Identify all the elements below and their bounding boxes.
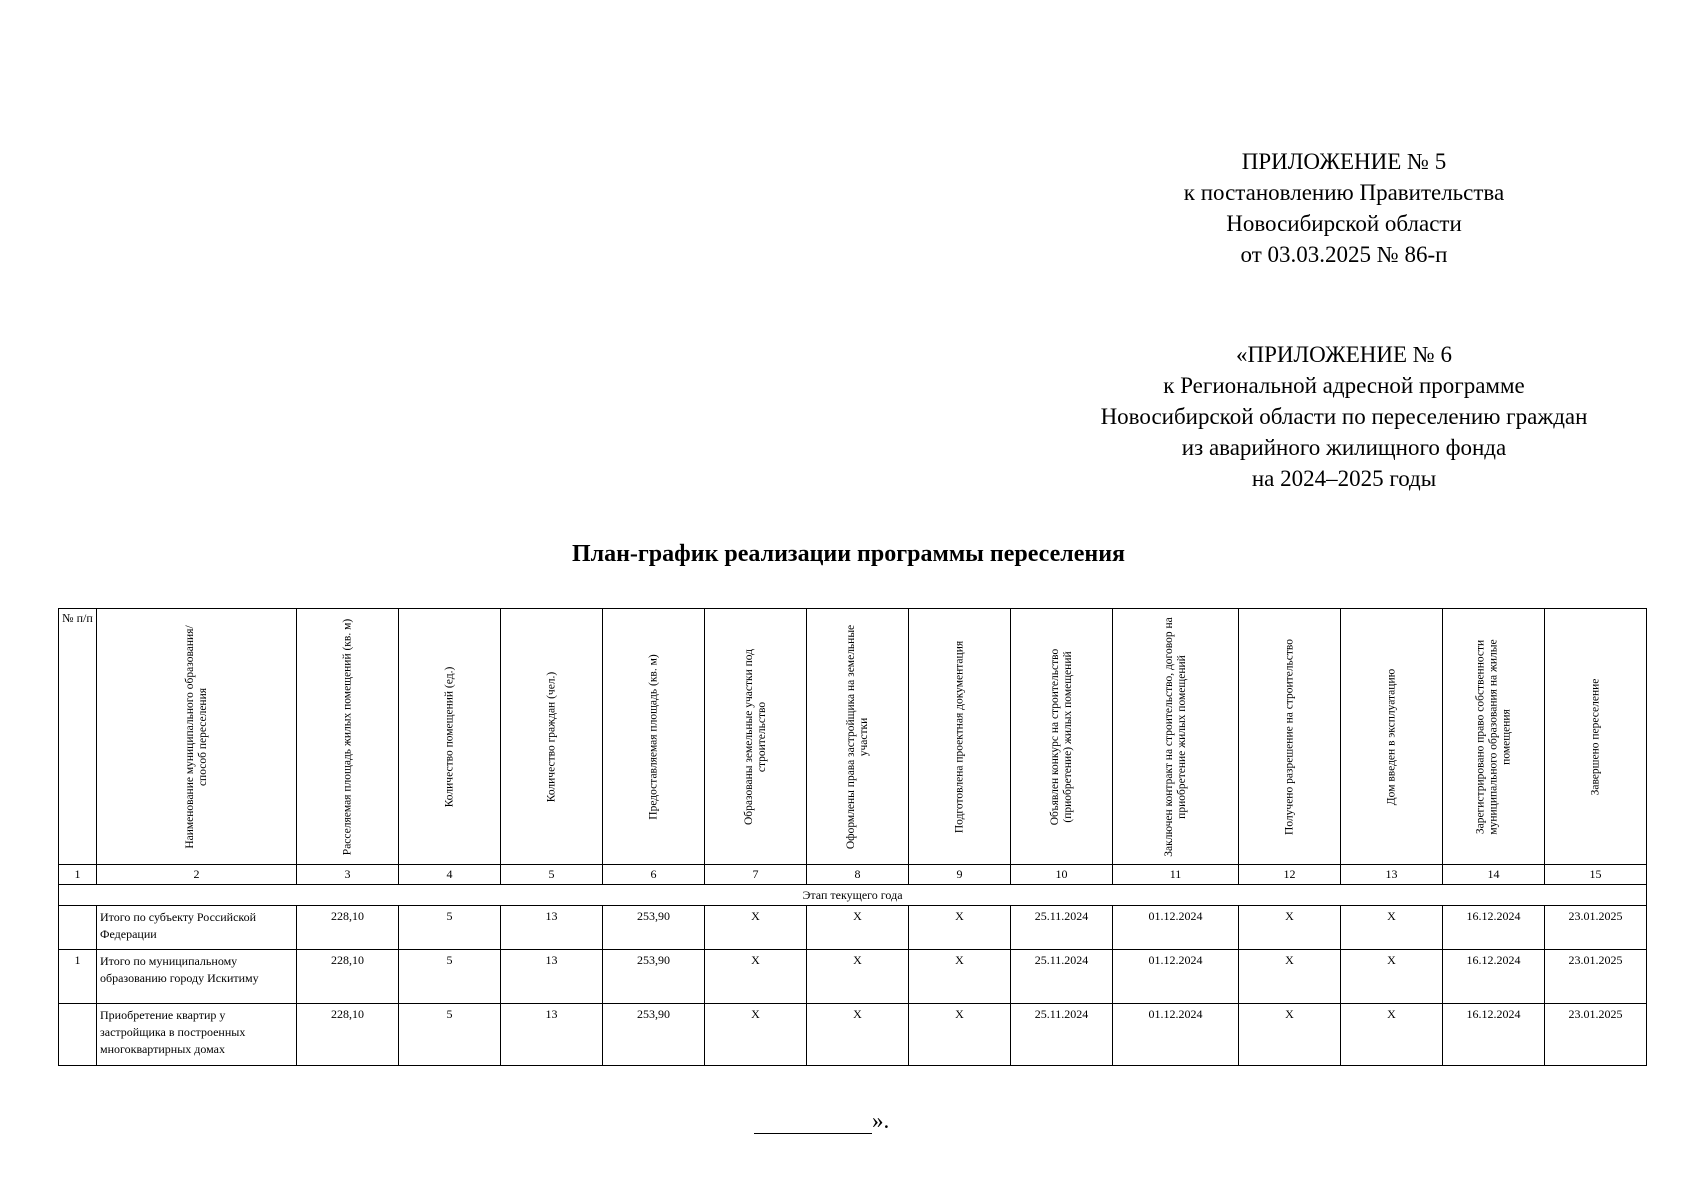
cell-land-plots: Х: [705, 1004, 807, 1066]
header-cell-house-commissioned: Дом введен в эксплуатацию: [1341, 609, 1443, 865]
cell-contract-date: 01.12.2024: [1113, 1004, 1239, 1066]
header-cell-premises-count: Количество помещений (ед.): [399, 609, 501, 865]
cell-developer-rights: Х: [807, 906, 909, 950]
column-number: 2: [97, 865, 297, 885]
cell-completion-date: 23.01.2025: [1545, 906, 1647, 950]
cell-name: Итого по субъекту Российской Федерации: [97, 906, 297, 950]
header-cell-building-permit: Получено разрешение на строительство: [1239, 609, 1341, 865]
column-number: 7: [705, 865, 807, 885]
cell-contract-date: 01.12.2024: [1113, 950, 1239, 1004]
appendix-6-line3: Новосибирской области по переселению граждан: [1100, 404, 1588, 429]
cell-provided-area: 253,90: [603, 1004, 705, 1066]
cell-number: 1: [59, 950, 97, 1004]
header-cell-municipality: Наименование муниципального образования/ способ переселения: [97, 609, 297, 865]
cell-ownership-date: 16.12.2024: [1443, 906, 1545, 950]
cell-tender-date: 25.11.2024: [1011, 950, 1113, 1004]
appendix-6-line4: из аварийного жилищного фонда: [1181, 435, 1507, 460]
cell-completion-date: 23.01.2025: [1545, 950, 1647, 1004]
appendix-5-line3: Новосибирской области: [1226, 211, 1462, 236]
cell-tender-date: 25.11.2024: [1011, 906, 1113, 950]
column-number: 3: [297, 865, 399, 885]
cell-building-permit: Х: [1239, 1004, 1341, 1066]
column-number: 1: [59, 865, 97, 885]
cell-provided-area: 253,90: [603, 950, 705, 1004]
column-number: 5: [501, 865, 603, 885]
appendix-5-header: [1094, 146, 1594, 270]
cell-land-plots: Х: [705, 950, 807, 1004]
header-cell-citizens-count: Количество граждан (чел.): [501, 609, 603, 865]
cell-citizens-count: 13: [501, 950, 603, 1004]
column-number: 8: [807, 865, 909, 885]
cell-name: Итого по муниципальному образованию городу Искитиму: [97, 950, 297, 1004]
cell-number: [59, 906, 97, 950]
column-number: 13: [1341, 865, 1443, 885]
cell-ownership-date: 16.12.2024: [1443, 1004, 1545, 1066]
header-cell-number: № п/п: [59, 609, 97, 865]
appendix-6-line5: на 2024–2025 годы: [1251, 466, 1437, 491]
cell-building-permit: Х: [1239, 950, 1341, 1004]
appendix-5-line2: к постановлению Правительства: [1183, 180, 1505, 205]
header-cell-ownership-registered: Зарегистрировано право собственности муниципального образования на жилые помещения: [1443, 609, 1545, 865]
column-number: 9: [909, 865, 1011, 885]
closing-quote: ».: [872, 1108, 890, 1133]
cell-premises-count: 5: [399, 1004, 501, 1066]
cell-land-plots: Х: [705, 906, 807, 950]
resettlement-schedule-table: [58, 608, 1647, 1066]
cell-resettled-area: 228,10: [297, 950, 399, 1004]
cell-name: Приобретение квартир у застройщика в построенных многоквартирных домах: [97, 1004, 297, 1066]
table-header-row: [59, 609, 1647, 865]
cell-project-docs: Х: [909, 1004, 1011, 1066]
cell-citizens-count: 13: [501, 906, 603, 950]
header-cell-developer-rights: Оформлены права застройщика на земельные участки: [807, 609, 909, 865]
header-cell-project-docs: Подготовлена проектная документация: [909, 609, 1011, 865]
header-cell-resettled-area: Расселяемая площадь жилых помещений (кв. м): [297, 609, 399, 865]
column-number: 6: [603, 865, 705, 885]
cell-resettled-area: 228,10: [297, 1004, 399, 1066]
column-number: 14: [1443, 865, 1545, 885]
cell-provided-area: 253,90: [603, 906, 705, 950]
cell-number: [59, 1004, 97, 1066]
closing-mark: [754, 1108, 889, 1134]
cell-resettled-area: 228,10: [297, 906, 399, 950]
table-row: [59, 906, 1647, 950]
cell-house-commissioned: Х: [1341, 906, 1443, 950]
blank-line: [754, 1109, 872, 1134]
appendix-6-line2: к Региональной адресной программе: [1163, 373, 1525, 398]
cell-premises-count: 5: [399, 906, 501, 950]
appendix-5-line1: ПРИЛОЖЕНИЕ № 5: [1241, 149, 1447, 174]
cell-contract-date: 01.12.2024: [1113, 906, 1239, 950]
header-cell-provided-area: Предоставляемая площадь (кв. м): [603, 609, 705, 865]
table-row: [59, 1004, 1647, 1066]
header-cell-resettlement-completed: Завершено переселение: [1545, 609, 1647, 865]
cell-completion-date: 23.01.2025: [1545, 1004, 1647, 1066]
document-title: План-график реализации программы переселения: [571, 541, 1126, 567]
column-number: 15: [1545, 865, 1647, 885]
column-number: 4: [399, 865, 501, 885]
column-numbers-row: [59, 865, 1647, 885]
cell-premises-count: 5: [399, 950, 501, 1004]
stage-label: Этап текущего года: [59, 885, 1647, 906]
cell-house-commissioned: Х: [1341, 950, 1443, 1004]
cell-project-docs: Х: [909, 950, 1011, 1004]
appendix-5-line4: от 03.03.2025 № 86-п: [1240, 242, 1448, 267]
cell-developer-rights: Х: [807, 1004, 909, 1066]
cell-ownership-date: 16.12.2024: [1443, 950, 1545, 1004]
cell-developer-rights: Х: [807, 950, 909, 1004]
cell-project-docs: Х: [909, 906, 1011, 950]
appendix-6-header: [1018, 339, 1670, 494]
column-number: 12: [1239, 865, 1341, 885]
appendix-6-line1: «ПРИЛОЖЕНИЕ № 6: [1235, 342, 1453, 367]
table-row: [59, 950, 1647, 1004]
stage-row: [59, 885, 1647, 906]
header-cell-contract-concluded: Заключен контракт на строительство, договор на приобретение жилых помещений: [1113, 609, 1239, 865]
column-number: 10: [1011, 865, 1113, 885]
cell-tender-date: 25.11.2024: [1011, 1004, 1113, 1066]
cell-house-commissioned: Х: [1341, 1004, 1443, 1066]
header-cell-land-plots-formed: Образованы земельные участки под строительство: [705, 609, 807, 865]
cell-building-permit: Х: [1239, 906, 1341, 950]
cell-citizens-count: 13: [501, 1004, 603, 1066]
header-cell-tender-announced: Объявлен конкурс на строительство (приобретение) жилых помещений: [1011, 609, 1113, 865]
column-number: 11: [1113, 865, 1239, 885]
